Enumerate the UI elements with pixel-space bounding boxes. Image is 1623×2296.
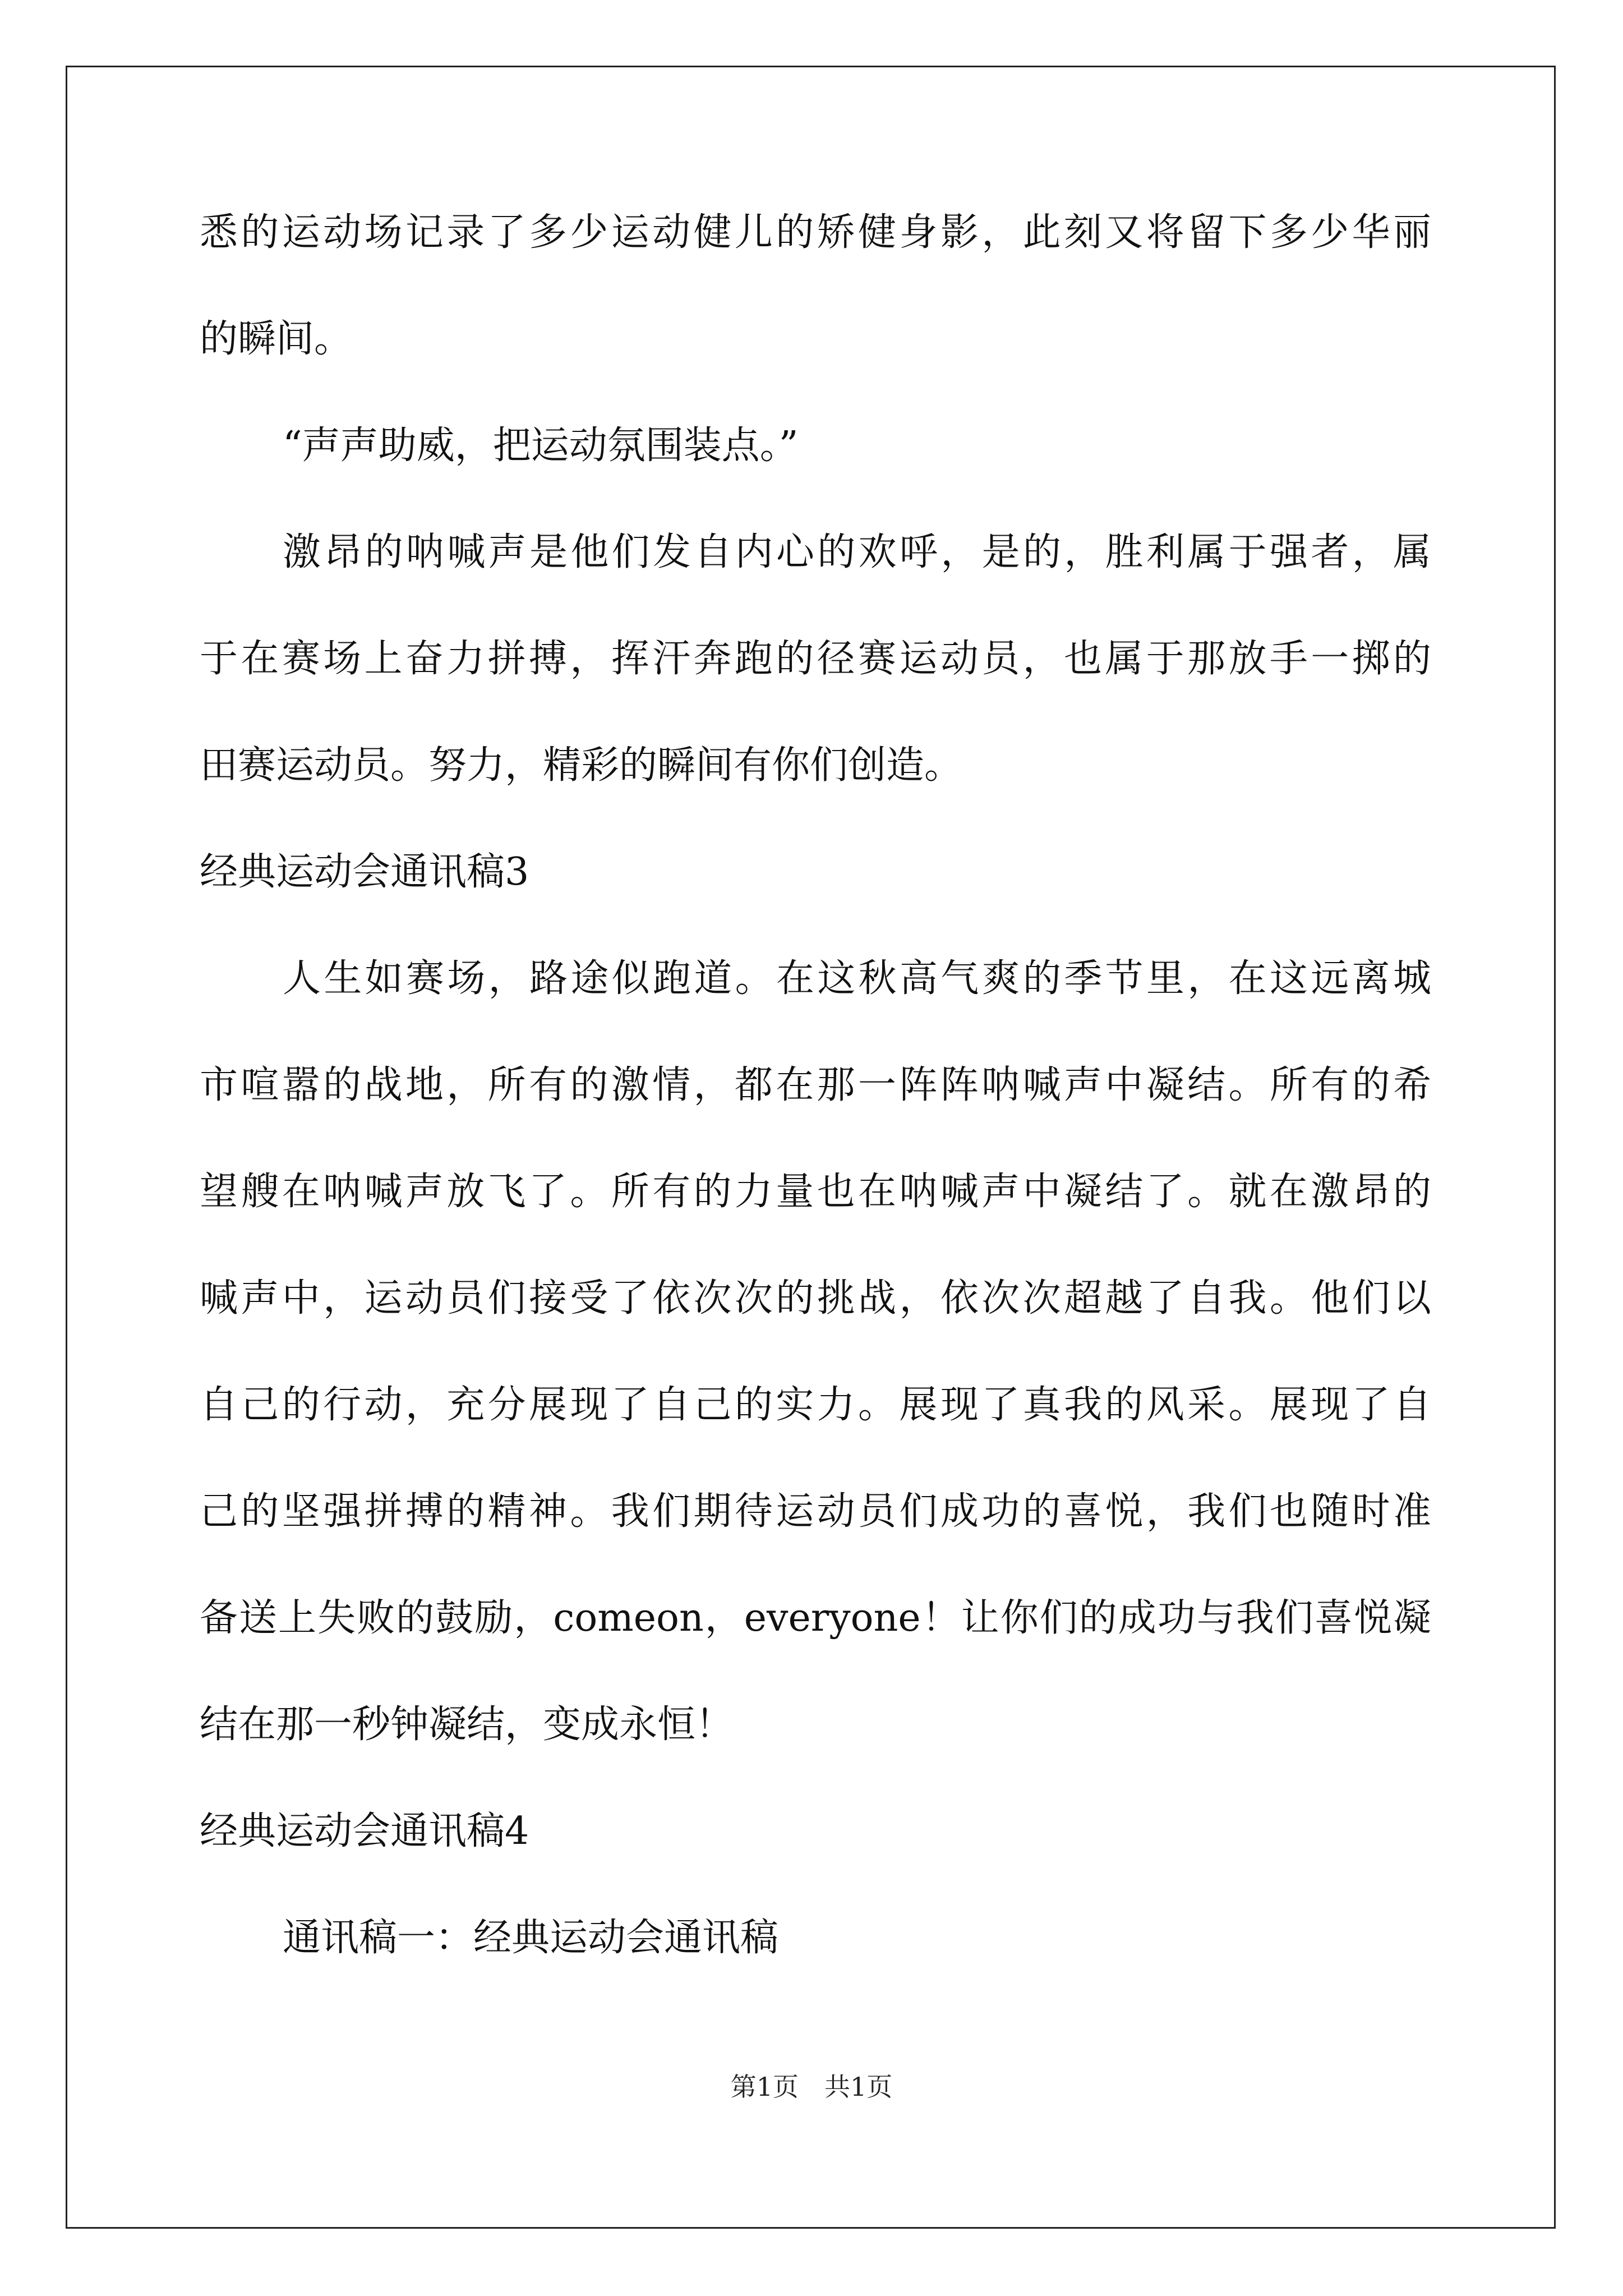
section-heading: 经典运动会通讯稿3 [200, 850, 529, 894]
paragraph-line: 市喧嚣的战地，所有的激情，都在那一阵阵呐喊声中凝结。所有的希 [200, 1063, 1431, 1107]
paragraph-line: 自己的行动，充分展现了自己的实力。展现了真我的风采。展现了自 [200, 1383, 1431, 1427]
paragraph-line: 望艘在呐喊声放飞了。所有的力量也在呐喊声中凝结了。就在激昂的 [200, 1170, 1431, 1214]
paragraph-line: 的瞬间。 [200, 317, 353, 361]
paragraph-line: 激昂的呐喊声是他们发自内心的欢呼，是的，胜利属于强者，属 [283, 530, 1431, 574]
quote-line: “声声助威，把运动氛围装点。” [283, 424, 799, 468]
section-heading: 经典运动会通讯稿4 [200, 1809, 529, 1853]
paragraph-line: 人生如赛场，路途似跑道。在这秋高气爽的季节里，在这远离城 [283, 956, 1431, 1001]
paragraph-line: 备送上失败的鼓励，comeon，everyone！让你们的成功与我们喜悦凝 [200, 1596, 1431, 1640]
page-border [66, 66, 1556, 2229]
paragraph-line: 己的坚强拼搏的精神。我们期待运动员们成功的喜悦，我们也随时准 [200, 1489, 1431, 1534]
paragraph-line: 结在那一秒钟凝结，变成永恒！ [200, 1703, 734, 1747]
page-footer: 第1页 共1页 [730, 2072, 893, 2102]
paragraph-line: 悉的运动场记录了多少运动健儿的矫健身影，此刻又将留下多少华丽 [200, 210, 1431, 255]
paragraph-line: 通讯稿一：经典运动会通讯稿 [283, 1916, 779, 1960]
paragraph-line: 喊声中，运动员们接受了依次次的挑战，依次次超越了自我。他们以 [200, 1276, 1431, 1320]
paragraph-line: 于在赛场上奋力拼搏，挥汗奔跑的径赛运动员，也属于那放手一掷的 [200, 637, 1431, 681]
paragraph-line: 田赛运动员。努力，精彩的瞬间有你们创造。 [200, 743, 963, 788]
